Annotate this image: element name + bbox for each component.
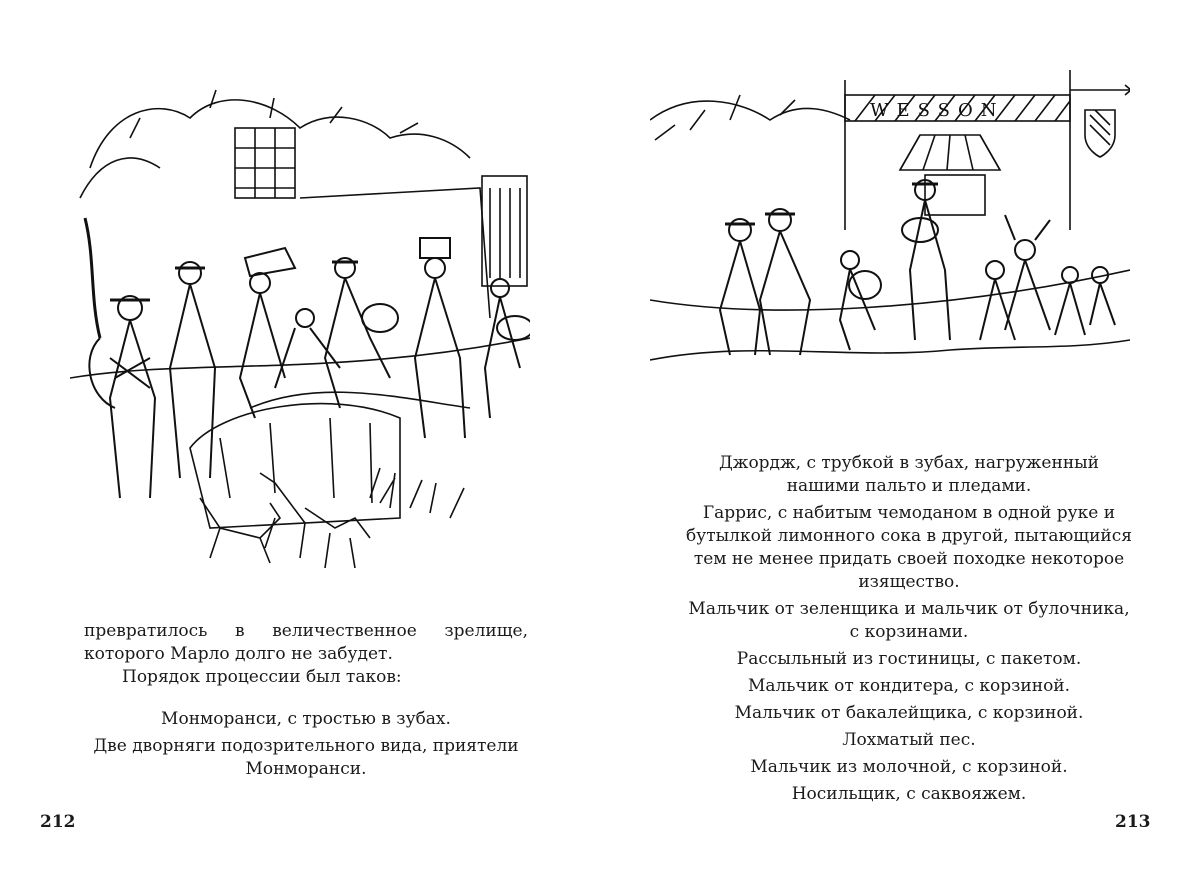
list-item: Мальчик из молочной, с корзиной. — [750, 757, 1068, 777]
list-item: Лохматый пес. — [842, 730, 976, 750]
procession-illustration-left — [70, 78, 530, 578]
right-page — [600, 0, 1200, 877]
list-item: Мальчик от бакалейщика, с корзиной. — [734, 703, 1084, 723]
list-item: Монморанси, с тростью в зубах. — [161, 709, 451, 729]
procession-illustration-right — [650, 60, 1130, 400]
list-item: Гаррис, с набитым чемоданом в одной руке и бутылкой лимонного сока в другой, пытающийся тем не менее придать своей походке некоторое изящество. — [685, 503, 1133, 592]
shop-sign-text: WESSON — [870, 100, 1005, 121]
list-item: Две дворняги подозрительного вида, приятели Монморанси. — [93, 736, 519, 779]
procession-list-left — [84, 708, 528, 785]
page-number-left: 212 — [40, 812, 76, 832]
paragraph-procession-intro: Порядок процессии был таков: — [122, 667, 402, 687]
paragraph-continuation: превратилось в величественное зрелище, которого Марло долго не забудет. — [84, 621, 528, 664]
page-number-right: 213 — [1115, 812, 1151, 832]
list-item: Джордж, с трубкой в зубах, нагруженный нашими пальто и пледами. — [718, 453, 1100, 496]
procession-list-right — [684, 452, 1134, 810]
list-item: Рассыльный из гостиницы, с пакетом. — [736, 649, 1082, 669]
list-item: Мальчик от зеленщика и мальчик от булочника, с корзинами. — [688, 599, 1130, 642]
narrative-paragraph — [84, 620, 528, 689]
list-item: Мальчик от кондитера, с корзиной. — [747, 676, 1071, 696]
list-item: Носильщик, с саквояжем. — [791, 784, 1027, 804]
